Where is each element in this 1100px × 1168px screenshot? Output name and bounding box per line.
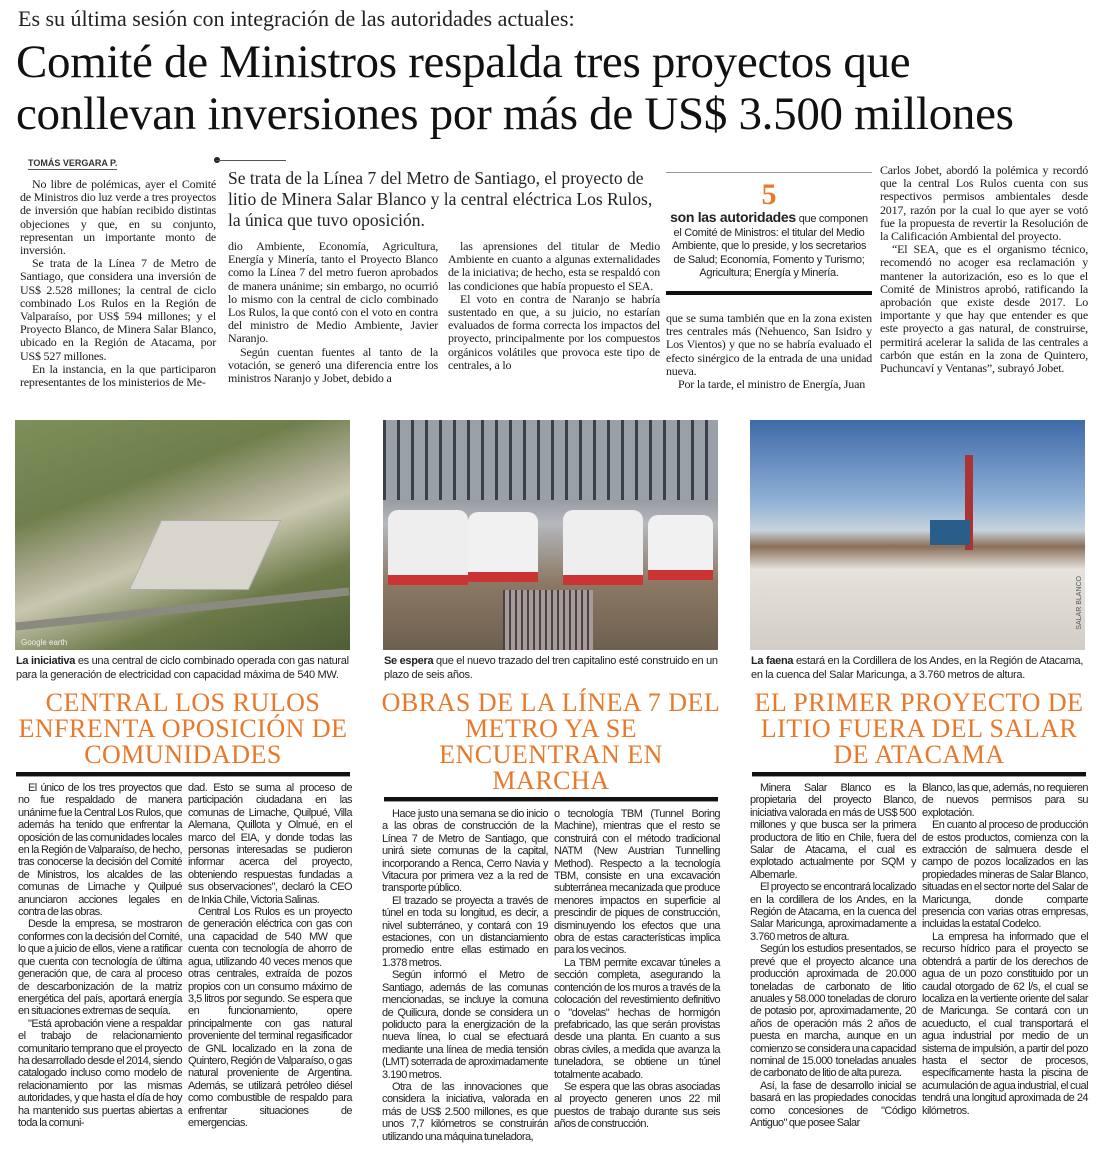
paragraph: El trazado se proyecta a través de túnel en toda su longitud, es decir, a nivel subterráneo, y contará con 19 estaciones, con un distanciamiento promedio entre ellas estimado en 1.378 metros. (382, 894, 548, 969)
paragraph: Otra de las innovaciones que considera la iniciativa, valorada en más de US$ 2.500 millones, es que unos 7,7 kilómetros se construirán utilizando una máquina tuneladora, (382, 1080, 548, 1143)
paragraph: o tecnología TBM (Tunnel Boring Machine), mientras que el resto se construirá con el método tradicional NATM (New Austrian Tunnelling Method). Respecto a la tecnología TBM, consiste en una excavación subterránea mecanizada que produce menores impactos en superficie al prescindir de piques de construcción, disminuyendo los efectos que una obra de estas características implica para los vecinos. (554, 808, 720, 957)
caption-text: que el nuevo trazado del tren capitalino esté construido en un plazo de seis años. (384, 655, 718, 681)
kicker: Es su última sesión con integración de las autoridades actuales: (18, 6, 575, 31)
photo-metro-trains (383, 420, 718, 650)
train-2 (468, 512, 538, 582)
paragraph: Blanco, las que, además, no requieren de nuevos permisos para su explotación. (922, 782, 1088, 819)
caption-los-rulos (16, 654, 356, 682)
fact-text (670, 211, 868, 281)
paragraph: En cuanto al proceso de producción de estos productos, comienza con la extracción de salmuera desde el campo de pozos localizados en las propiedades mineras de Salar Blanco, situadas en el sector norte del Salar de Maricunga, donde comparte presencia con varias otras empresas, incluidas la estatal Codelco. (922, 819, 1088, 931)
paragraph: Carlos Jobet, abordó la polémica y recordó que la central Los Rulos cuenta con sus respectivos permisos ambientales desde 2017, razón por la cual lo que ayer se votó fue la propuesta de revertir la Resolución de la Calificación Ambiental del proyecto. (880, 163, 1088, 244)
paragraph: dio Ambiente, Economía, Agricultura, Energía y Minería, tanto el Proyecto Blanco como la Línea 7 del metro fueron aprobados de manera unánime; sin embargo, no ocurrió lo mismo con la central de ciclo combinado Los Rulos, la que contó con el voto en contra del ministro de Medio Ambiente, Javier Naranjo. (228, 239, 438, 346)
metro-column-a (382, 808, 548, 1143)
paragraph: Central Los Rulos es un proyecto de generación eléctrica con gas con una capacidad de 540 MW que cuenta con tecnología de ahorro de agua, utilizando 40 veces menos que otras centrales, extraída de pozos propios con un consumo máximo de 3,5 litros por segundo. Se espera que en funcionamiento, opere principalmente con gas natural proveniente del terminal regasificador de GNL localizado en la zona de Quintero, Región de Valparaíso, o gas natural proveniente de Argentina. Además, se utilizará petróleo diésel como combustible de respaldo para enfrentar situaciones de emergencias. (188, 906, 352, 1129)
train-3 (563, 510, 643, 585)
main-column-2 (228, 240, 438, 385)
section-title-los-rulos: CENTRAL LOS RULOS ENFRENTA OPOSICIÓN DE COMUNIDADES (18, 688, 348, 769)
los-rulos-column-b (188, 782, 352, 1129)
paragraph: En la instancia, en la que participaron representantes de los ministerios de Me- (20, 361, 216, 390)
caption-lead: Se espera (384, 655, 434, 667)
main-column-4 (666, 312, 872, 391)
section-title-metro: OBRAS DE LA LÍNEA 7 DEL METRO YA SE ENCUENTRAN EN MARCHA (381, 688, 721, 795)
paragraph: Minera Salar Blanco es la propietaria del proyecto Blanco, iniciativa valorada en más de US$ 500 millones y que busca ser la primera productora de litio en Chile, fuera del Salar de Atacama, el cual es explotado actualmente por SQM y Albemarle. (750, 782, 916, 881)
fact-box (666, 172, 872, 295)
paragraph: dad. Esto se suma al proceso de participación ciudadana en las comunas de Limache, Quilpué, Villa Alemana, Quillota y Olmué, en el marco del EIA, y donde todas las personas interesadas se pudieron informar acerca del proyecto, obteniendo respuestas fundadas a sus observaciones", declaró la CEO de Inkia Chile, Victoria Salinas. (188, 782, 352, 906)
paragraph: Según informó el Metro de Santiago, además de las comunas mencionadas, se incluye la comuna de Quilicura, donde se considera un poliducto para la energización de la nueva línea, lo cual se efectuará mediante una línea de media tensión (LMT) soterrada de aproximadamente 3.190 metros. (382, 969, 548, 1081)
paragraph: La TBM permite excavar túneles a sección completa, asegurando la contención de los muros a través de la colocación del revestimiento definitivo o "dovelas" hechas de hormigón prefabricado, las que serán provistas desde una planta. En cuanto a sus obras civiles, a medida que avanza la tuneladora, se obtiene un túnel totalmente acabado. (554, 956, 720, 1081)
deck: Se trata de la Línea 7 del Metro de Santiago, el proyecto de litio de Minera Salar Blanco y la central eléctrica Los Rulos, la única que tuvo oposición. (228, 168, 653, 230)
photo-credit-salar-blanco: SALAR BLANCO (1076, 576, 1083, 630)
station-roof (383, 420, 718, 500)
section-rule (384, 797, 718, 802)
paragraph: El único de los tres proyectos que no fue respaldado de manera unánime fue la Central Los Rulos, que además ha tenido que enfrentar la oposición de las comunidades locales en la Región de Valparaíso, de hecho, tras conocerse la decisión del Comité de Ministros, los alcaldes de las comunas de Limache y Quilpué anunciaron acciones legales en contra de las obras. (18, 782, 182, 919)
caption-lead: La iniciativa (16, 655, 76, 667)
metro-column-b (554, 808, 720, 1131)
paragraph: “El SEA, que es el organismo técnico, recomendó no acoger esa reclamación y mantener la autorización, eso es lo que el Comité de Ministros aprobó, ratificando la aprobación que existe desde 2017. Lo importante y que hay que entender es que este proyecto a gas natural, de construirse, permitirá acelerar la salida de las centrales a carbón que están en la zona de Quintero, Puchuncaví y Ventanas”, subrayó Jobet. (880, 242, 1088, 376)
paragraph: No libre de polémicas, ayer el Comité de Ministros dio luz verde a tres proyectos de inversión que habían recibido distintas objeciones y que, en su conjunto, representan un importante monto de inversión. (20, 177, 216, 258)
paragraph: Hace justo una semana se dio inicio a las obras de construcción de la Línea 7 de Metro de Santiago, que unirá siete comunas de la capital, incorporando a Renca, Cerro Navia y Vitacura por primera vez a la red de transporte público. (382, 808, 548, 895)
fact-number: 5 (761, 178, 777, 211)
road (15, 588, 349, 631)
caption-salar (751, 654, 1091, 682)
paragraph: que se suma también que en la zona existen tres centrales más (Nehuenco, San Isidro y Los Vientos) y que no se habría evaluado el efecto sinérgico de la entrada de una unidad nueva. (666, 311, 872, 378)
paragraph: Según cuentan fuentes al tanto de la votación, se generó una diferencia entre los ministros Naranjo y Jobet, debido a (228, 344, 438, 386)
photo-credit-google-earth: Google earth (21, 638, 68, 647)
paragraph: "Está aprobación viene a respaldar el trabajo de relacionamiento comunitario temprano que el proyecto ha desarrollado desde el 2014, siendo catalogado incluso como modelo de relacionamiento por las mismas autoridades, y que hasta el día de hoy ha mantenido sus puertas abiertas a toda la comuni- (18, 1017, 182, 1129)
headline: Comité de Ministros respalda tres proyectos que conllevan inversiones por más de US$ 3.500 millones (16, 36, 1014, 140)
los-rulos-column-a (18, 782, 182, 1129)
fact-body: que componen el Comité de Ministros: el titular del Medio Ambiente, que lo preside, y los secretarios de Salud; Economía, Fomento y Turismo; Agricultura; Energía y Minería. (671, 213, 868, 279)
container (930, 520, 970, 545)
salar-column-b (922, 782, 1088, 1117)
byline: TOMÁS VERGARA P. (28, 158, 118, 168)
track-grate (503, 590, 593, 650)
paragraph: Se espera que las obras asociadas al proyecto generen unos 22 mil puestos de trabajo durante sus seis años de construcción. (554, 1080, 720, 1131)
paragraph: Desde la empresa, se mostraron conformes con la decisión del Comité, lo que a juicio de ellos, viene a ratificar que cuenta con tecnología de última generación que, de cara al proceso de descarbonización de la matriz energética del país, aportará energía en situaciones extremas de sequía. (18, 918, 182, 1018)
deck-rule (216, 160, 286, 161)
main-column-5 (880, 164, 1088, 375)
paragraph: La empresa ha informado que el recurso hídrico para el proyecto se obtendrá a partir de los derechos de agua de un pozo constituido por un caudal otorgado de 62 l/s, el cual se localiza en la vertiente oriente del salar de Maricunga. Se contará con un acueducto, el cual transportará el agua industrial por medio de un sistema de impulsión, a partir del pozo hasta el sector de procesos, específicamente hasta la piscina de acumulación de agua industrial, el cual tendrá una longitud aproximada de 24 kilómetros. (922, 930, 1088, 1117)
caption-lead: La faena (751, 655, 794, 667)
photo-los-rulos-aerial (15, 420, 350, 650)
section-title-salar: EL PRIMER PROYECTO DE LITIO FUERA DEL SALAR DE ATACAMA (754, 688, 1084, 769)
caption-text: es una central de ciclo combinado operada con gas natural para la generación de electricidad con capacidad máxima de 540 MW. (16, 655, 349, 681)
paragraph: las aprensiones del titular de Medio Ambiente en cuanto a algunas externalidades de la iniciativa; de hecho, esta se respaldó con las condiciones que había propuesto el SEA. (448, 239, 660, 293)
paragraph: Según los estudios presentados, se prevé que el proyecto alcance una producción aproximada de 20.000 toneladas de carbonato de litio anuales y 58.000 toneladas de cloruro de potasio por, aproximadamente, 20 años de operación más 2 años de puesta en marcha, aunque en un comienzo se considera una capacidad nominal de 15.000 toneladas anuales de carbonato de litio de alta pureza. (750, 943, 916, 1080)
train-4 (648, 515, 713, 580)
paragraph: El proyecto se encontrará localizado en la cordillera de los Andes, en la Región de Atacama, en la cuenca del Salar Maricunga, aproximadamente a 3.760 metros de altura. (750, 881, 916, 943)
train-1 (388, 510, 468, 585)
photo-salar-drilling (750, 420, 1085, 650)
paragraph: Se trata de la Línea 7 de Metro de Santiago, que considera una inversión de US$ 2.528 millones; la central de ciclo combinado Los Rulos en la Región de Valparaíso, por US$ 594 millones; y el Proyecto Blanco, de Minera Salar Blanco, ubicado en la Región de Atacama, por US$ 527 millones. (20, 256, 216, 363)
paragraph: Por la tarde, el ministro de Energía, Juan (678, 377, 865, 392)
paragraph: El voto en contra de Naranjo se habría sustentado en que, a su juicio, no estarían evaluados de forma correcta los impactos del proyecto, principalmente por los compuestos orgánicos volátiles que provoca este tipo de centrales, a lo (448, 291, 660, 372)
plant-render (129, 520, 282, 590)
main-column-1 (20, 178, 216, 389)
paragraph: Así, la fase de desarrollo inicial se basará en las propiedades conocidas como concesiones de "Código Antiguo" que posee Salar (750, 1079, 916, 1129)
caption-text: estará en la Cordillera de los Andes, en la Región de Atacama, en la cuenca del Salar Maricunga, a 3.760 metros de altura. (751, 655, 1084, 681)
section-rule (752, 772, 1086, 777)
salar-column-a (750, 782, 916, 1129)
caption-metro (384, 654, 724, 682)
section-rule (16, 772, 350, 777)
main-column-3 (448, 240, 660, 372)
fact-lead: son las autoridades (670, 209, 796, 225)
